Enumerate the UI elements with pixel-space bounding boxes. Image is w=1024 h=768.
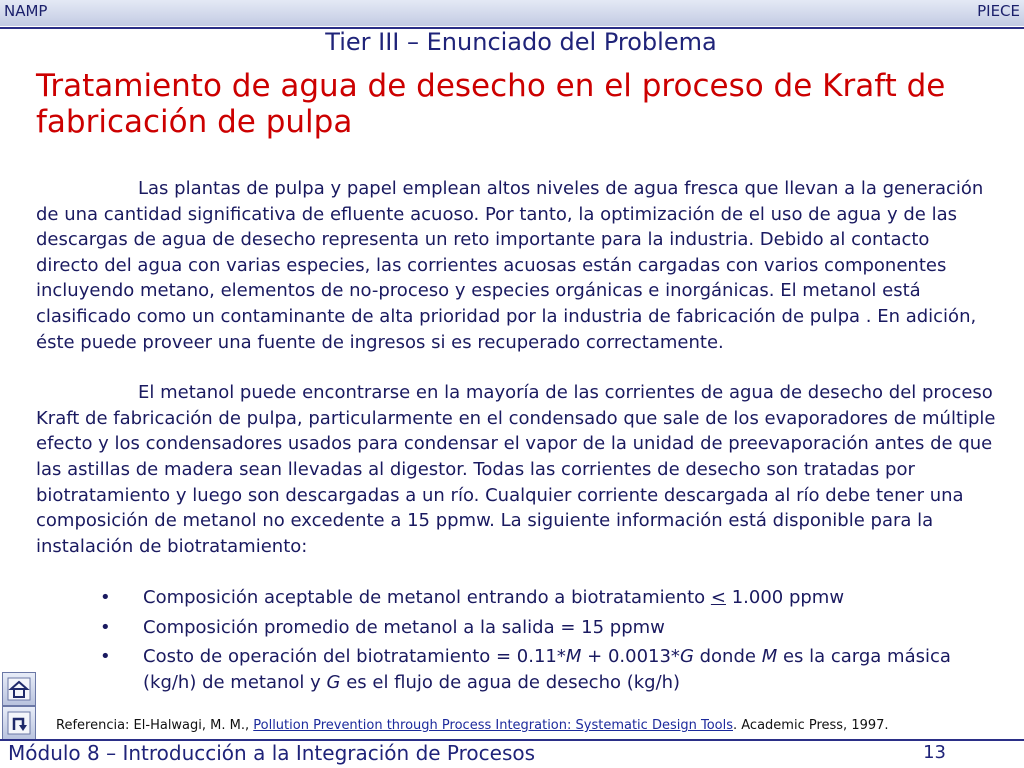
bullet-item-3: • Costo de operación del biotratamiento = 0.11*M + 0.0013*G donde M es la carga másica (kg/h) de metanol y G es el flujo de agua de desecho (kg/h): [100, 646, 951, 693]
return-arrow-icon: [6, 710, 32, 736]
reference-note: Referencia: El-Halwagi, M. M., Pollution Prevention through Process Integration: Systematic Design Tools. Academic Press, 1997.: [56, 718, 889, 733]
paragraph-1: [36, 176, 996, 355]
bullet-item-1: • Composición aceptable de metanol entrando a biotratamiento < 1.000 ppmw: [100, 585, 980, 611]
slide-title: Tratamiento de agua de desecho en el proceso de Kraft de fabricación de pulpa: [36, 68, 946, 140]
namp-label: NAMP: [4, 2, 48, 20]
return-button[interactable]: [2, 706, 36, 740]
paragraph-2: [36, 380, 996, 559]
bullet-marker: •: [100, 646, 111, 668]
home-button[interactable]: [2, 672, 36, 706]
paragraph-1-text: Las plantas de pulpa y papel emplean altos niveles de agua fresca que llevan a la generación de una cantidad significativa de efluente acuoso. Por tanto, la optimización de el uso de agua y de las descargas de agua de desecho representa un reto importante para la industria. Debido al contacto directo del agua con varias especies, las corrientes acuosas están cargadas con varios componentes incluyendo metano, elementos de no-proceso y especies orgánicas e inorgánicas. El metanol está clasificado como un contaminante de alta prioridad por la industria de fabricación de pulpa . En adición, éste puede proveer una fuente de ingresos si es recuperado correctamente.: [36, 178, 984, 353]
bullet-list: [100, 585, 980, 699]
home-icon: [6, 676, 32, 702]
piece-label: PIECE: [977, 2, 1020, 20]
bullet-marker: •: [100, 616, 111, 638]
top-banner: [0, 0, 1024, 26]
bullet-item-2: • Composición promedio de metanol a la salida = 15 ppmw: [100, 615, 980, 641]
reference-link[interactable]: Pollution Prevention through Process Integration: Systematic Design Tools: [253, 718, 733, 733]
body-text: [36, 176, 996, 559]
less-or-equal-symbol: <: [710, 587, 726, 608]
module-footer: Módulo 8 – Introducción a la Integración de Procesos: [8, 741, 536, 765]
bullet-marker: •: [100, 587, 111, 608]
section-heading: Tier III – Enunciado del Problema: [325, 28, 717, 56]
paragraph-2-text: El metanol puede encontrarse en la mayoría de las corrientes de agua de desecho del proceso Kraft de fabricación de pulpa, particularmente en el condensado que sale de los evaporadores de múltiple efecto y los condensadores usados para condensar el vapor de la unidad de preevaporación antes de que las astillas de madera sean llevadas al digestor. Todas las corrientes de desecho son tratadas por biotratamiento y luego son descargadas a un río. Cualquier corriente descargada al río debe tener una composición de metanol no excedente a 15 ppmw. La siguiente información está disponible para la instalación de biotratamiento:: [36, 382, 996, 557]
page-number: 13: [923, 742, 946, 763]
